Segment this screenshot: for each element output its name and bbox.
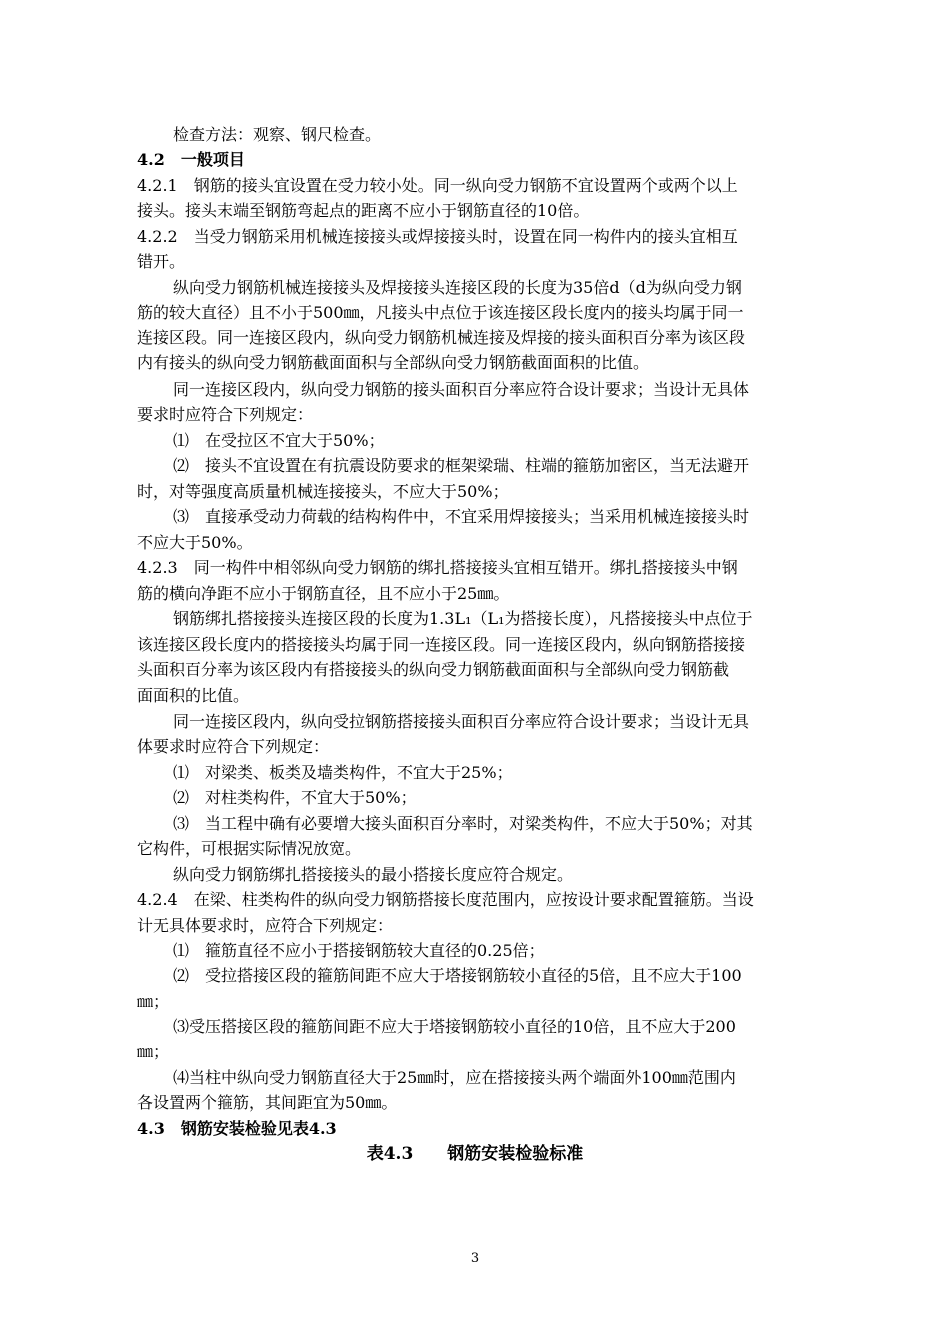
section-heading: 4.3 钢筋安装检验见表4.3 (137, 1119, 337, 1138)
text-line: 体要求时应符合下列规定： (137, 737, 330, 756)
text-line: 该连接区段长度内的搭接接头均属于同一连接区段。同一连接区段内，纵向钢筋搭接接 (137, 635, 746, 654)
text-line: 内有接头的纵向受力钢筋截面面积与全部纵向受力钢筋截面面积的比值。 (137, 353, 650, 372)
text-line: 4.2.2 当受力钢筋采用机械连接接头或焊接接头时，设置在同一构件内的接头宜相互 (137, 227, 738, 246)
text-line: ㎜； (137, 1042, 170, 1061)
text-line: 筋的较大直径）且不小于500㎜，凡接头中点位于该连接区段长度内的接头均属于同一 (137, 303, 744, 322)
list-item: ⑴ 箍筋直径不应小于搭接钢筋较大直径的0.25倍； (173, 941, 545, 960)
list-item: ⑵ 受拉搭接区段的箍筋间距不应大于塔接钢筋较小直径的5倍，且不应大于100 (173, 966, 742, 985)
list-item: ⑴ 对梁类、板类及墙类构件，不宜大于25%； (173, 763, 513, 782)
list-item: ⑷当柱中纵向受力钢筋直径大于25㎜时，应在搭接接头两个端面外100㎜范围内 (173, 1068, 736, 1087)
text-line: 各设置两个箍筋，其间距宜为50㎜。 (137, 1093, 398, 1112)
list-item: ⑵ 接头不宜设置在有抗震设防要求的框架梁瑞、柱端的箍筋加密区，当无法避开 (173, 456, 750, 475)
text-line: 4.2.1 钢筋的接头宜设置在受力较小处。同一纵向受力钢筋不宜设置两个或两个以上 (137, 176, 738, 195)
text-line: 4.2.3 同一构件中相邻纵向受力钢筋的绑扎搭接接头宜相互错开。绑扎搭接接头中钢 (137, 558, 738, 577)
text-line: 纵向受力钢筋绑扎搭接接头的最小搭接长度应符合规定。 (173, 865, 574, 884)
text-line: 时，对等强度高质量机械连接接头，不应大于50%； (137, 482, 509, 501)
text-line: 同一连接区段内，纵向受力钢筋的接头面积百分率应符合设计要求；当设计无具体 (173, 380, 750, 399)
text-line: 要求时应符合下列规定： (137, 405, 314, 424)
list-item: ⑶受压搭接区段的箍筋间距不应大于塔接钢筋较小直径的10倍，且不应大于200 (173, 1017, 736, 1036)
list-item: ⑵ 对柱类构件，不宜大于50%； (173, 788, 417, 807)
text-line: 头面积百分率为该区段内有搭接接头的纵向受力钢筋截面面积与全部纵向受力钢筋截 (137, 660, 730, 679)
text-line: 筋的横向净距不应小于钢筋直径，且不应小于25㎜。 (137, 584, 510, 603)
text-line: 同一连接区段内，纵向受拉钢筋搭接接头面积百分率应符合设计要求；当设计无具 (173, 712, 750, 731)
text-line: 检查方法：观察、钢尺检查。 (173, 125, 382, 144)
table-caption: 表4.3 钢筋安装检验标准 (366, 1144, 584, 1164)
text-line: 4.2.4 在梁、柱类构件的纵向受力钢筋搭接长度范围内，应按设计要求配置箍筋。当设 (137, 890, 754, 909)
list-item: ⑴ 在受拉区不宜大于50%； (173, 431, 385, 450)
section-heading: 4.2 一般项目 (137, 150, 245, 169)
text-line: ㎜； (137, 992, 170, 1011)
text-line: 钢筋绑扎搭接接头连接区段的长度为1.3L₁（L₁为搭接长度），凡搭接接头中点位于 (173, 609, 753, 628)
text-line: 错开。 (137, 252, 186, 271)
list-item: ⑶ 当工程中确有必要增大接头面积百分率时，对梁类构件，不应大于50%；对其 (173, 814, 753, 833)
text-line: 计无具体要求时，应符合下列规定： (137, 916, 394, 935)
text-line: 接头。接头末端至钢筋弯起点的距离不应小于钢筋直径的10倍。 (137, 201, 590, 220)
text-line: 纵向受力钢筋机械连接接头及焊接接头连接区段的长度为35倍d（d为纵向受力钢 (173, 278, 742, 297)
page-number: 3 (470, 1251, 480, 1266)
text-line: 面面积的比值。 (137, 686, 250, 705)
text-line: 不应大于50%。 (137, 533, 253, 552)
text-line: 连接区段。同一连接区段内，纵向受力钢筋机械连接及焊接的接头面积百分率为该区段 (137, 328, 746, 347)
list-item: ⑶ 直接承受动力荷载的结构构件中，不宜采用焊接接头；当采用机械连接接头时 (173, 507, 750, 526)
text-line: 它构件，可根据实际情况放宽。 (137, 839, 362, 858)
